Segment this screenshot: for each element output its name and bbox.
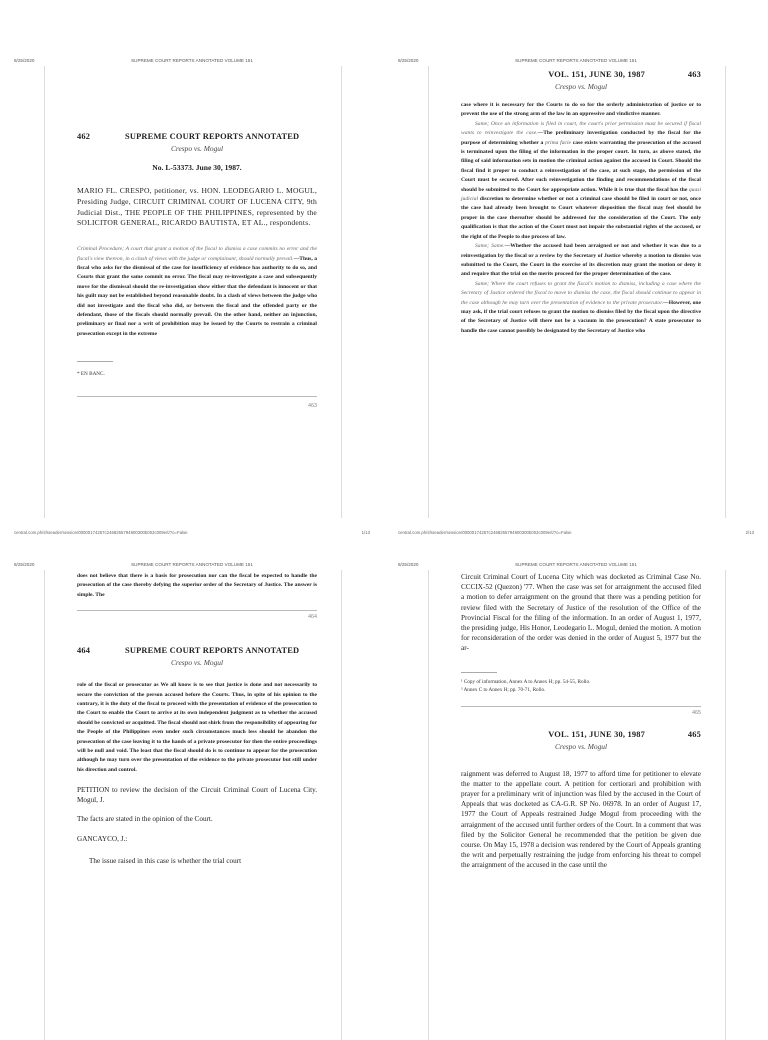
print-page-count: 1/13 [361,530,370,535]
paragraph-2-a: —The preliminary investigation conducted by the fiscal for the purpose of determining whether a [461,130,701,146]
screenshot-page-1 [0,0,384,535]
page-top-text: does not believe that there is a basis for prosecution nor can the fiscal be expected to handle the prosecution of the case thereby defying the superior order of the Secretary of Justice. The answer is simple. The [77,573,317,598]
opinion-text [461,101,701,336]
print-url: central.com.ph/sfsreader/session/00000174257c2468255794900300b002c009e/t/?o=False [398,530,572,535]
footnote-rule [461,672,497,673]
case-caption: Crespo vs. Mogul [170,144,224,153]
print-date: 8/25/2020 [14,562,35,567]
opinion-author: GANCAYCO, J.: [77,834,128,843]
running-head [461,730,701,739]
case-caption: Crespo vs. Mogul [554,82,608,91]
paragraph-2-b: case exists warranting the prosecution of the accused is terminated upon the filing of the information in the proper court. In turn, as above stated, the filing of said information sets in motion the criminal action against the accused in Court. Should the fiscal find it proper to conduct a reinvestigation of the case, at such stage, the permission of the Court must be secured. After such reinvestigation the finding and recommendations of the fiscal should be submitted to the Court for appropriate action. While it is true that the fiscal has the [461,139,702,193]
paragraph-4-body: —However, one may ask, if the trial court refuses to grant the motion to dismiss filed by the fiscal upon the directive of the Secretary of Justice will there not be a vacuum in the prosecution? A state prosecutor to handle the case cannot possibly be designated by the Secretary of Justice who [461,299,701,334]
document-page-462 [44,66,342,518]
facts-line: The facts are stated in the opinion of the Court. [77,814,213,823]
prima-facie-term: prima facie [545,139,572,146]
footnote: * EN BANC. [77,371,105,378]
screenshot-page-3 [0,512,384,1024]
reporter-title: SUPREME COURT REPORTS ANNOTATED [125,646,300,656]
print-date: 8/25/2020 [14,58,35,63]
petition-line: PETITION to review the decision of the Circuit Criminal Court of Lucena City. Mogul, J. [77,786,317,805]
page-number: 462 [77,132,91,141]
footnote-2: ² Annex C to Annex H; pp. 70-71, Rollo. [461,686,546,693]
document-page-465 [428,570,726,1040]
paragraph-3-body: —Whether the accused had been arraigned or not and whether it was due to a reinvestigation by the fiscal or a review by the Secretary of Justice whereby a motion to dismiss was submitted to the Court, the Court in the exercise of its discretion may grant the motion or deny it and require that the trial on the merits proceed for the proper determination of the case. [461,243,701,278]
page-footer-number: 464 [308,614,317,621]
print-title: SUPREME COURT REPORTS ANNOTATED VOLUME 151 [131,58,253,63]
running-head [461,70,701,79]
case-parties: MARIO FL. CRESPO, petitioner, vs. HON. LEODEGARIO L. MOGUL, Presiding Judge, CIRCUIT CRIMINAL COURT OF LUCENA CITY, 9th Judicial Dist., THE PEOPLE OF THE PHILIPPINES, represented by the SOLICITOR GENERAL, RICARDO BAUTISTA, ET AL., respondents. [77,186,317,228]
paragraph-2-lead: Same; Once an information is filed in court, the court's prior permission must be secured if fiscal wants to reinvestigate the case. [461,120,701,137]
syllabus-body: —Thus, a fiscal who asks for the dismissal of the case for insufficiency of evidence has authority to do so, and Courts that grant the same commit no error. The fiscal may re-investigate a case and subsequently move for the dismissal should the re-investigation show either that the defendant is innocent or that his guilt may not be established beyond reasonable doubt. In a clash of views between the judge who did not investigate and the fiscal who did, or between the fiscal and the offended party or the defendant, those of the fiscals should normally prevail. On the other hand, neither an injunction, preliminary or final nor a writ of prohibition may be issued by the Courts to restrain a criminal prosecution except in the extreme [77,255,317,337]
document-page-464 [44,570,342,1040]
case-caption: Crespo vs. Mogul [170,658,224,668]
print-date: 8/25/2020 [398,562,419,567]
paragraph-4-lead: Same; Where the court refuses to grant the fiscal's motion to dismiss, including a case where the Secretary of Justice ordered the fiscal to move to dismiss the case, the fiscal should continue to appear in the case although he may turn over the presentation of evidence to the private prosecutor. [461,280,701,306]
page-divider [77,396,317,397]
paragraph-1: case where it is necessary for the Courts to do so for the orderly administration of justice or to prevent the use of the strong arm of the law in an oppressive and vindictive manner. [461,102,701,118]
case-caption: Crespo vs. Mogul [554,741,608,751]
print-title: SUPREME COURT REPORTS ANNOTATED VOLUME 151 [131,562,253,567]
paragraph-3-lead: Same; Same. [475,243,505,250]
page-number: 465 [687,729,701,739]
running-head [77,646,317,655]
quasi-judicial-term: quasi judicial [461,186,701,203]
footnote-1: ¹ Copy of information, Annex A to Annex H; pp. 54-55, Rollo. [461,678,591,685]
print-url: central.com.ph/sfsreader/session/00000174257c2468255794900300b002c009e/t/?o=False [14,530,188,535]
opinion-text: role of the fiscal or prosecutor as We all know is to see that justice is done and not necessarily to secure the conviction of the person accused before the Courts. Thus, in spite of his opinion to the contrary, it is the duty of the fiscal to proceed with the presentation of evidence of the prosecution to the Court to enable the Court to arrive at its own independent judgment as to whether the accused should be convicted or acquitted. The fiscal should not shirk from the responsibility of appearing for the People of the Philippines even under such circumstances much less should he abandon the prosecution of the case leaving it to the hands of a private prosecutor for then the entire proceedings will be null and void. The least that the fiscal should do is to continue to appear for the prosecution although he may turn over the presentation of the evidence to the private prosecutor but still under his direction and control. [77,682,317,773]
opinion-text: raignment was deferred to August 18, 1977 to afford time for petitioner to elevate the matter to the appellate court. A petition for certiorari and prohibition with prayer for a preliminary writ of injunction was filed by the accused in the Court of Appeals that was docketed as CA-G.R. SP No. 06978. In an order of August 17, 1977 the Court of Appeals restrained Judge Mogul from proceeding with the arraignment of the accused until further orders of the Court. In a comment that was filed by the Solicitor General he recommended that the petition be given due course. On May 15, 1978 a decision was rendered by the Court of Appeals granting the writ and perpetually restraining the judge from enforcing his threat to compel the arraignment of the accused in the case until the [461,769,701,870]
screenshot-page-4 [384,512,768,1024]
running-head [77,132,317,141]
page-footer-number: 463 [308,403,317,410]
docket-number: No. L-53373. June 30, 1987. [152,163,242,172]
footnote-rule [77,361,113,362]
print-date: 8/25/2020 [398,58,419,63]
reporter-title: VOL. 151, JUNE 30, 1987 [548,70,645,79]
screenshot-page-2 [384,0,768,535]
print-title: SUPREME COURT REPORTS ANNOTATED VOLUME 151 [515,562,637,567]
browser-print-header [14,58,370,66]
print-title: SUPREME COURT REPORTS ANNOTATED VOLUME 151 [515,58,637,63]
reporter-title: VOL. 151, JUNE 30, 1987 [548,729,645,739]
browser-print-header [398,562,754,570]
syllabus [77,245,317,339]
print-page-count: 2/13 [745,530,754,535]
page-top-text: Circuit Criminal Court of Lucena City which was docketed as Criminal Case No. CCCIX-52 (Quezon) '77. When the case was set for arraignment the accused filed a motion to defer arraignment on the ground that there was a pending petition for review filed with the Secretary of Justice of the resolution of the Office of the Provincial Fiscal for the filing of the information. In an order of August 1, 1977, the presiding judge, His Honor, Leodegario L. Mogul, denied the motion. A motion for reconsideration of the order was denied in the order of August 5, 1977 but the ar- [461,573,701,653]
paragraph-2-c: discretion to determine whether or not a criminal case should be filed in court or not, once the case had already been brought to Court whatever disposition the fiscal may feel should be proper in the case thereafter should be addressed for the consideration of the Court. The only qualification is that the action of the Court must not impair the substantial rights of the accused, or the right of the People to due process of law. [461,196,701,240]
document-page-463 [428,66,726,518]
page-divider [77,610,317,611]
syllabus-lead: Criminal Procedure; A court that grant a motion of the fiscal to dismiss a case commits no error and the fiscal's view thereon, in a clash of views with the judge or complainant, should normally prevail. [77,246,317,262]
browser-print-header [14,562,370,570]
page-footer-number: 465 [692,709,701,716]
browser-print-header [398,58,754,66]
page-number: 464 [77,646,91,656]
reporter-title: SUPREME COURT REPORTS ANNOTATED [125,132,300,141]
opinion-first-line: The issue raised in this case is whether the trial court [89,857,242,866]
page-divider [461,706,701,707]
page-number: 463 [687,70,701,79]
